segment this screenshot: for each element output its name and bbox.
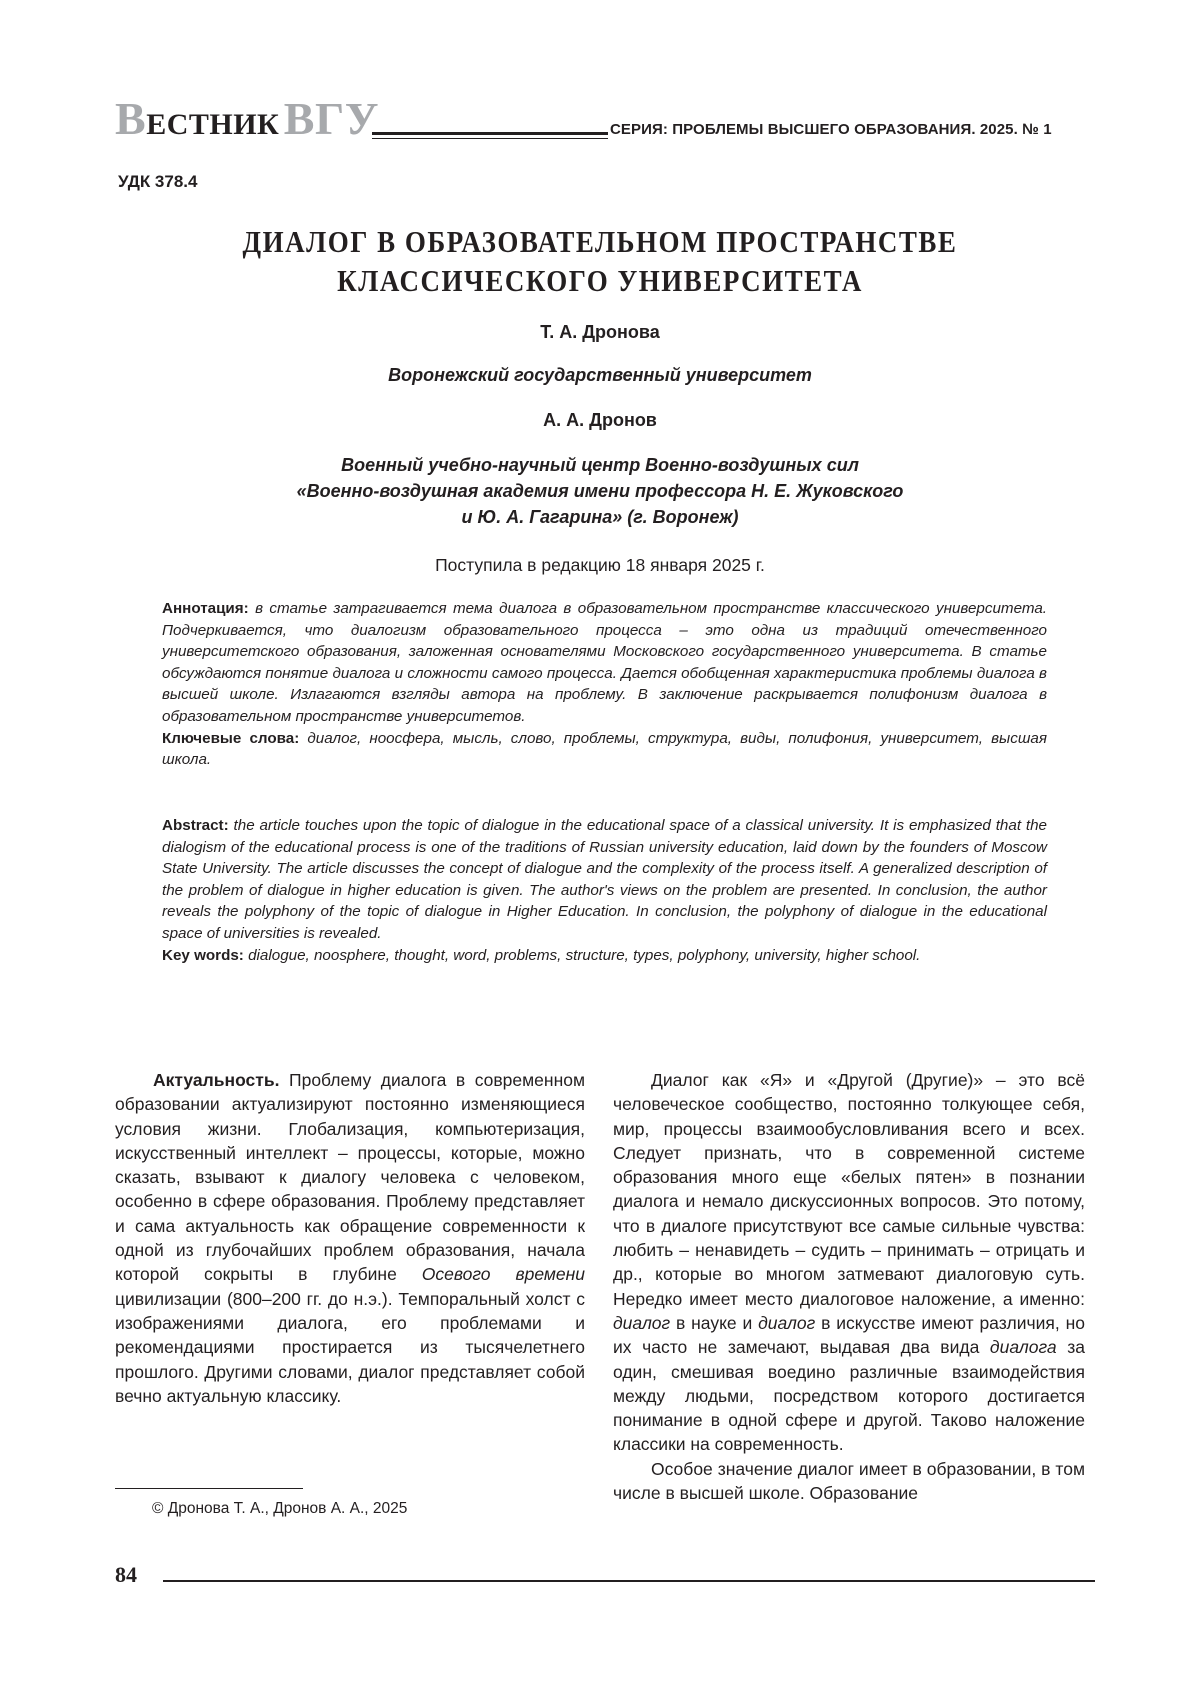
body-paragraph	[613, 1068, 1085, 1457]
author-1-name: Т. А. Дронова	[540, 322, 660, 342]
paragraph-text: Диалог как «Я» и «Другой (Другие)» – это всё человеческое сообщество, постоянно толкующее себя, мир, процессы взаимообусловливания всего и всех. Следует признать, что в современной системе образования много еще «белых пятен» в познании диалога и немало дискуссионных вопросов. Это потому, что в диалоге присутствуют все самые сильные чувства: любить – ненавидеть – судить – принимать – отрицать и др., которые во многом затмевают диалоговую суть. Нередко имеет место диалоговое наложение, а именно:	[613, 1070, 1085, 1309]
paragraph-text: Проблему диалога в современном образовании актуализируют постоянно изменяющиеся условия жизни. Глобализация, компьютеризация, искусственный интеллект – процессы, которые, можно сказать, взывают к диалогу человека с человеком, особенно в сфере образования. Проблему представляет и сама актуальность как обращение современности к одной из глубочайших проблем образования, начала которой сокрыты в глубине	[115, 1070, 585, 1285]
footnote-rule	[115, 1488, 303, 1489]
page-number: 84	[115, 1562, 137, 1587]
article-title	[100, 222, 1100, 300]
abstract-label: Abstract:	[162, 817, 229, 834]
copyright-footnote: © Дронова Т. А., Дронов А. А., 2025	[152, 1500, 408, 1517]
abstract-paragraph	[162, 815, 1047, 945]
received-date: Поступила в редакцию 18 января 2025 г.	[435, 555, 765, 575]
keywords-ru-paragraph	[162, 728, 1047, 771]
journal-name	[115, 93, 380, 144]
author-2-affiliation	[100, 452, 1100, 530]
annotation-text: в статье затрагивается тема диалога в образовательном пространстве классического университета. Подчеркивается, что диалогизм образовательного процесса – это одна из традиций отечественного университетского образования, заложенная основателями Московского государственного университета. В статье обсуждаются понятие диалога и сложности самого процесса. Дается обобщенная характеристика проблемы диалога в высшей школе. Излагаются взгляды автора на проблему. В заключение раскрывается полифонизм диалога в образовательном пространстве университетов.	[162, 600, 1047, 725]
udk-code: УДК 378.4	[118, 172, 198, 191]
author-2-name: А. А. Дронов	[543, 410, 657, 430]
body-column-right	[613, 1068, 1085, 1505]
keywords-ru-text: диалог, ноосфера, мысль, слово, проблемы, структура, виды, полифония, университет, высшая школа.	[162, 729, 1047, 769]
journal-name-vgu: ВГУ	[283, 93, 380, 144]
journal-name-rest: ЕСТНИК	[146, 108, 280, 141]
affiliation-line: и Ю. А. Гагарина» (г. Воронеж)	[461, 507, 739, 527]
emphasis-text: диалога	[989, 1337, 1057, 1358]
emphasis-text: диалог	[758, 1312, 816, 1333]
paragraph-text: за один, смешивая воедино различные взаимодействия между людьми, посредством которого достигается понимание в одной сфере и другой. Таково наложение классики на современность.	[613, 1337, 1085, 1455]
emphasis-text: Осевого времени	[421, 1264, 585, 1285]
title-line-2: КЛАССИЧЕСКОГО УНИВЕРСИТЕТА	[337, 263, 863, 298]
annotation-ru	[162, 598, 1047, 771]
paragraph-text: в искусстве имеют различия, но их часто не замечают, выдавая два вида	[613, 1312, 1085, 1358]
author-1-affiliation: Воронежский государственный университет	[388, 365, 812, 385]
keywords-ru-label: Ключевые слова:	[162, 729, 300, 747]
annotation-label: Аннотация:	[162, 600, 249, 617]
affiliation-line: Военный учебно-научный центр Военно-воздушных сил	[341, 455, 859, 475]
body-paragraph	[115, 1068, 585, 1408]
paragraph-text: в науке и	[670, 1312, 759, 1333]
annotation-paragraph	[162, 598, 1047, 728]
paragraph-text: цивилизации (800–200 гг. до н.э.). Темпоральный холст с изображениями диалога, его проблемами и рекомендациями простирается из тысячелетнего прошлого. Другими словами, диалог представляет собой вечно актуальную классику.	[115, 1288, 585, 1406]
journal-name-initial: В	[115, 93, 147, 144]
header-rule	[372, 132, 608, 139]
keywords-en-text: dialogue, noosphere, thought, word, problems, structure, types, polyphony, university, higher school.	[248, 946, 921, 964]
abstract-text: the article touches upon the topic of dialogue in the educational space of a classical university. It is emphasized that the dialogism of the educational process is one of the traditions of Russian university education, laid down by the founders of Moscow State University. The article discusses the concept of dialogue and the complexity of the process itself. A generalized description of the problem of dialogue in higher education is given. The author's views on the problem are presented. In conclusion, the author reveals the polyphony of the topic of dialogue in Higher Education. In conclusion, the polyphony of dialogue in the educational space of universities is revealed.	[162, 817, 1047, 942]
keywords-en-paragraph	[162, 945, 1047, 967]
body-column-left	[115, 1068, 585, 1408]
affiliation-line: «Военно-воздушная академия имени профессора Н. Е. Жуковского	[296, 481, 904, 501]
footer-rule	[163, 1580, 1095, 1582]
keywords-en-label: Key words:	[162, 946, 244, 964]
emphasis-text: диалог	[613, 1312, 671, 1333]
body-paragraph: Особое значение диалог имеет в образовании, в том числе в высшей школе. Образование	[613, 1458, 1085, 1504]
abstract-en	[162, 815, 1047, 966]
title-line-1: ДИАЛОГ В ОБРАЗОВАТЕЛЬНОМ ПРОСТРАНСТВЕ	[242, 224, 958, 259]
series-title: СЕРИЯ: ПРОБЛЕМЫ ВЫСШЕГО ОБРАЗОВАНИЯ. 2025. № 1	[610, 121, 1052, 138]
section-lead: Актуальность.	[153, 1070, 280, 1090]
